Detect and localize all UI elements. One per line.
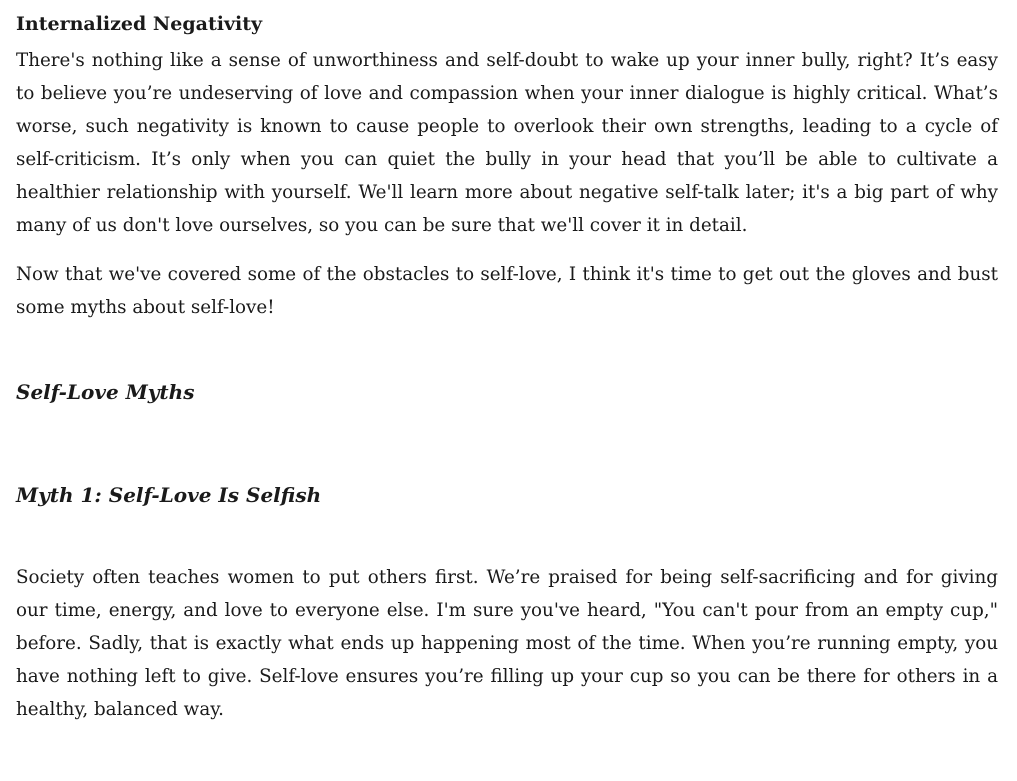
paragraph-transition: Now that we've covered some of the obstacles to self-love, I think it's time to get out the gloves and bust some myths about self-love! (16, 264, 998, 318)
heading-myth-1: Myth 1: Self-Love Is Selfish (16, 483, 322, 507)
paragraph-internalized-negativity: There's nothing like a sense of unworthiness and self-doubt to wake up your inner bully, right? It’s easy to believe you’re undeserving of love and compassion when your inner dialogue is highly critical. What’s worse, such negativity is known to cause people to overlook their own strengths, leading to a cycle of self-criticism. It’s only when you can quiet the bully in your head that you’ll be able to cultivate a healthier relationship with yourself. We'll learn more about negative self-talk later; it's a big part of why many of us don't love ourselves, so you can be sure that we'll cover it in detail. (16, 50, 998, 236)
heading-self-love-myths: Self-Love Myths (16, 380, 195, 404)
paragraph-myth-1: Society often teaches women to put others first. We’re praised for being self-sacrificing and for giving our time, energy, and love to everyone else. I'm sure you've heard, "You can't pour from an empty cup," before. Sadly, that is exactly what ends up happening most of the time. When you’re running empty, you have nothing left to give. Self-love ensures you’re filling up your cup so you can be there for others in a healthy, balanced way. (16, 567, 998, 720)
heading-internalized-negativity: Internalized Negativity (16, 13, 263, 35)
